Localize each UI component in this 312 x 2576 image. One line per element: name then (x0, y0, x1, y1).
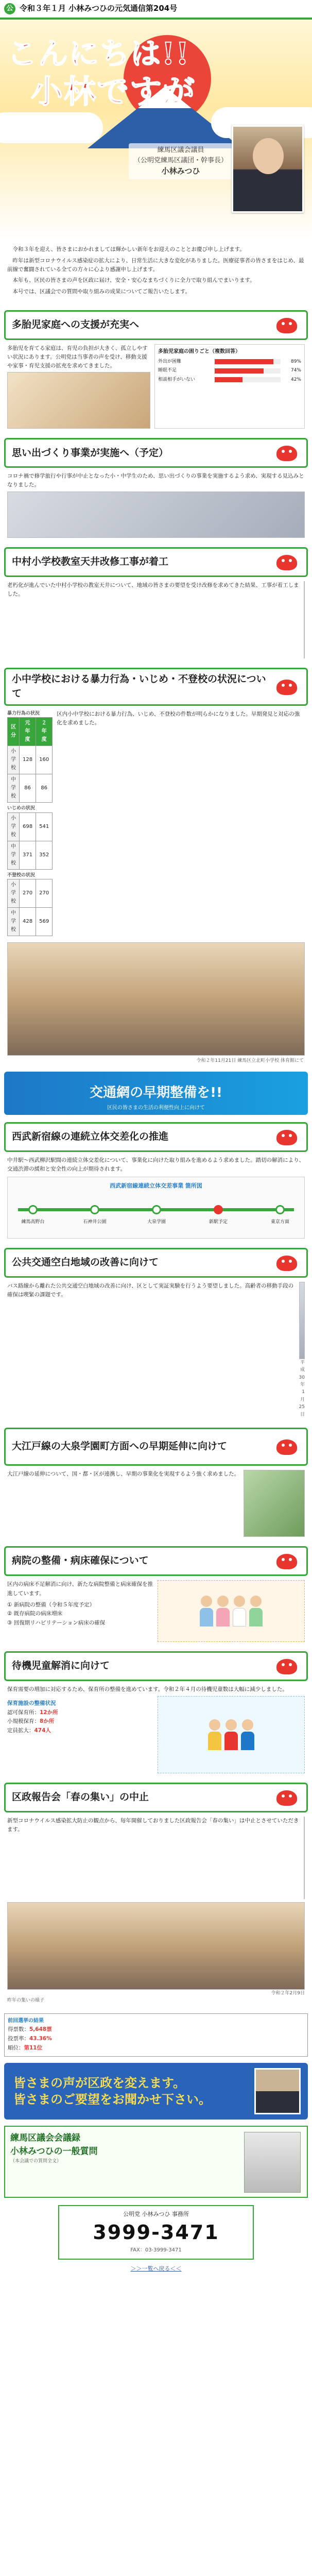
stat-line: 順位：第11位 (8, 2045, 43, 2052)
mascot-icon (273, 1127, 300, 1147)
section-title: 思い出づくり事業が実施へ（予定） (12, 447, 169, 459)
new-station-marker (214, 1205, 223, 1214)
back-to-list-link[interactable]: ＞＞一覧へ戻る＜＜ (130, 2265, 182, 2272)
mascot-icon (273, 1551, 300, 1571)
section-title: 小中学校における暴力行為・いじめ・不登校の状況について (12, 673, 266, 699)
table-cell: 698 (20, 812, 36, 841)
photo-caption: 昨年の集いの様子 (7, 1998, 45, 2004)
section-body (4, 1812, 308, 2009)
person-icon (216, 1596, 230, 1626)
chart-bar-track (215, 359, 281, 364)
section-memories (4, 438, 308, 542)
mascot-icon (273, 1656, 300, 1676)
greeting-line-1: こんにちは!! (7, 36, 190, 71)
photo-caption: 令和２年2月9日 (271, 1990, 305, 1996)
section-text: 保育需要の増加に対応するため、保育所の整備を進めています。令和２年４月の待機児童数は大幅に減少しました。 (7, 1686, 288, 1692)
section-results (4, 2013, 308, 2057)
mascot-icon (273, 552, 300, 572)
chart-bar-track (215, 368, 281, 374)
section-title: 待機児童解消に向けて (12, 1660, 110, 1672)
station-marker (152, 1205, 161, 1214)
table-header: ２年度 (36, 718, 53, 746)
section-header (4, 310, 308, 340)
table-header: 元年度 (20, 718, 36, 746)
table-header: 区分 (8, 718, 20, 746)
section-text: 新型コロナウイルス感染拡大防止の観点から、毎年開催しておりました区政報告会「春の集い」は中止とさせていただきます。 (7, 1817, 299, 1833)
table-cell: 小学校 (8, 746, 20, 774)
cloud-illustration (0, 112, 103, 143)
table-cell: 428 (20, 908, 36, 936)
person-icon (249, 1596, 263, 1626)
section-text: 区内小中学校における暴力行為、いじめ、不登校の件数が明らかになりました。早期発見と対応の強化を求めました。 (57, 710, 300, 726)
gymnasium-photo (7, 942, 305, 1056)
classroom-photo (304, 581, 305, 658)
section-body (4, 1681, 308, 1777)
section-title: 西武新宿線の連続立体交差化の推進 (12, 1131, 169, 1143)
table-cell: 小学校 (8, 879, 20, 908)
section-header (4, 1122, 308, 1152)
section-body (4, 706, 308, 940)
map-title: 西武新宿線連続立体交差事業 箇所図 (110, 1182, 202, 1189)
intro-paragraph: 本年も、区民の皆さまの声を区政に届け、安全・安心なまちづくりに全力で取り組んでまいります。 (12, 277, 255, 284)
table-cell: 86 (36, 774, 53, 803)
stat-line: 小規模保育：8か所 (7, 1718, 55, 1725)
section-body (4, 1576, 308, 1646)
person-icon (233, 1596, 246, 1626)
hero-banner (0, 18, 312, 239)
results-box (4, 2013, 308, 2057)
table-cell: 270 (36, 879, 53, 908)
chart-title: 多胎児家庭の困りごと（複数回答） (158, 348, 240, 354)
child-icon (224, 1719, 238, 1750)
minutes-document-image (244, 2132, 301, 2193)
section-spring-meeting (4, 1783, 308, 2009)
table-row (8, 774, 53, 803)
list-item: ③ 回復期リハビリテーション病床の確保 (7, 1620, 106, 1626)
section-body (4, 340, 308, 433)
station-name: 東京方面 (270, 1219, 289, 1225)
section-header (4, 1651, 308, 1681)
table-row (8, 879, 53, 908)
author-name: 小林みつひ (161, 166, 200, 176)
issue-title: 令和３年１月 小林みつひの元気通信第204号 (20, 4, 178, 13)
section-hospital (4, 1546, 308, 1646)
banner-title: 交通網の早期整備を!! (90, 1085, 222, 1101)
table-row (8, 746, 53, 774)
meeting-photo (304, 1817, 305, 1899)
table-cell: 270 (20, 879, 36, 908)
results-title: 前回選挙の結果 (8, 2018, 44, 2024)
table-title: 暴力行為の状況 (7, 710, 40, 716)
section-title: 公共交通空白地域の改善に向けて (12, 1257, 159, 1268)
chart-bar (215, 377, 242, 382)
table-row (8, 841, 53, 869)
contact-box (58, 2205, 254, 2260)
children-illustration (158, 1696, 305, 1773)
table-cell: 中学校 (8, 774, 20, 803)
voice-banner (4, 2063, 308, 2120)
chart-bar-label: 相談相手がいない (158, 377, 196, 382)
table-title: 不登校の状況 (7, 872, 36, 878)
event-photo (7, 492, 305, 538)
section-body (4, 577, 308, 663)
author-portrait-small (254, 2068, 301, 2114)
station-name: 石神井公園 (83, 1219, 107, 1225)
hospital-list (7, 1580, 153, 1642)
table-cell: 小学校 (8, 812, 20, 841)
contact-phone[interactable]: 3999-3471 (93, 2221, 219, 2244)
section-school-issues (4, 668, 308, 1064)
section-text: 大江戸線の延伸について、国・都・区が連携し、早期の事業化を実現するよう強く求めました。 (7, 1470, 240, 1477)
section-text: 中井駅〜西武柳沢駅間の連続立体交差化について、事業化に向けた取り組みを進めるよう求めました。踏切の解消により、交通渋滞の緩和と安全性の向上が期待されます。 (7, 1157, 305, 1172)
photo-caption: 平成30年1月25日 (299, 1360, 305, 1417)
station-marker (275, 1205, 285, 1214)
section-header (4, 1428, 308, 1466)
intro-paragraph: 本号では、区議会での質問や取り組みの成果についてご報告いたします。 (12, 289, 190, 295)
person-icon (200, 1596, 213, 1626)
banner-line-1: 皆さまの声が区政を変えます。 (13, 2075, 186, 2090)
chart-bar-track (215, 377, 281, 382)
section-body (4, 1152, 308, 1243)
stat-line: 定員拡大：474人 (7, 1727, 51, 1734)
section-header (4, 1546, 308, 1576)
author-portrait (232, 125, 304, 213)
station-marker (28, 1205, 38, 1214)
station-marker (90, 1205, 99, 1214)
stats-title: 保育施設の整備状況 (7, 1700, 56, 1706)
section-title: 病院の整備・病床確保について (12, 1555, 149, 1567)
family-photo (7, 372, 150, 429)
section-text: コロナ禍で修学旅行や行事が中止となった小・中学生のため、思い出づくりの事業を実施するよう求め、実現する見込みとなりました。 (7, 473, 304, 488)
station-name: 新駅予定 (209, 1219, 228, 1225)
chart-bar (215, 368, 264, 374)
report-title-2[interactable]: 小林みつひの一般質問 (10, 2146, 98, 2157)
child-icon (241, 1719, 254, 1750)
section-title: 中村小学校教室天井改修工事が着工 (12, 556, 169, 568)
medical-staff-illustration (158, 1580, 305, 1642)
intro-paragraph: 令和３年を迎え、皆さまにおかれましては輝かしい新年をお迎えのこととお慶び申し上げます。 (12, 246, 245, 252)
table-cell: 中学校 (8, 841, 20, 869)
photo-caption: 令和２年11月21日 練馬区立北町小学校 体育館にて (196, 1058, 304, 1064)
banner-line-2: 皆さまのご要望をお聞かせ下さい。 (13, 2092, 211, 2107)
station-name: 大泉学園 (147, 1219, 166, 1225)
section-text: 多胎児を育てる家庭は、育児の負担が大きく、孤立しやすい状況にあります。公明党は当事者の声を受け、移動支援や家事・育児支援の拡充を求めてきました。 (7, 345, 148, 369)
table-cell: 352 (36, 841, 53, 869)
station-name: 練馬高野台 (21, 1219, 45, 1225)
author-group: （公明党練馬区議団・幹事長） (134, 156, 228, 164)
contact-fax: FAX：03-3999-3471 (130, 2247, 182, 2253)
truancy-table (7, 879, 53, 936)
stat-line: 投票率：43.36% (8, 2036, 52, 2042)
chart-bar-value: 42% (290, 377, 301, 382)
speech-photo (299, 1282, 305, 1359)
chart-bars (158, 358, 301, 383)
section-title: 多胎児家庭への支援が充実へ (12, 319, 140, 331)
section-childcare (4, 1651, 308, 1777)
chart-bar (215, 359, 273, 364)
chart-bar-label: 外出が困難 (158, 359, 182, 364)
chart-bar-row (158, 367, 301, 374)
section-title: 区政報告会「春の集い」の中止 (12, 1791, 149, 1803)
section-header (4, 1783, 308, 1812)
stat-line: 認可保育所：12か所 (7, 1709, 58, 1716)
section-body (4, 1278, 308, 1422)
table-cell: 160 (36, 746, 53, 774)
section-text: バス路線から離れた公共交通空白地域の改善に向け、区として実証実験を行うよう要望しました。高齢者の移動手段の確保は喫緊の課題です。 (7, 1282, 294, 1298)
intro-text (0, 239, 312, 305)
table-cell: 569 (36, 908, 53, 936)
table-title: いじめの状況 (7, 806, 36, 811)
section-header (4, 668, 308, 706)
greeting-line-2: 小林ですが (31, 73, 196, 110)
author-role: 練馬区議会議員 (157, 146, 204, 154)
section-header (4, 438, 308, 468)
section-header (4, 1248, 308, 1278)
banner-subtitle: 区民の皆さまの生活の利便性向上に向けて (107, 1105, 205, 1111)
list-item: ① 新病院の整備（令和５年度予定） (7, 1601, 95, 1608)
table-cell: 371 (20, 841, 36, 869)
table-row (8, 908, 53, 936)
mascot-icon (273, 315, 300, 335)
section-oedo-line (4, 1428, 308, 1541)
section-body (4, 468, 308, 542)
mascot-icon (273, 676, 300, 697)
section-header (4, 547, 308, 577)
chart-bar-row (158, 376, 301, 383)
chart-bar-value: 74% (290, 368, 301, 374)
contact-org: 公明党 小林みつひ 事務所 (123, 2211, 189, 2218)
party-logo-icon: 公 (4, 3, 15, 14)
report-title-1[interactable]: 練馬区議会会議録 (10, 2133, 80, 2144)
chart-bar-label: 睡眠不足 (158, 368, 177, 374)
section-body (4, 1466, 308, 1541)
route-map (7, 1177, 305, 1239)
audience-photo (7, 1902, 305, 1990)
bullying-table (7, 812, 53, 870)
street-photo (244, 1470, 305, 1537)
chart-bar-value: 89% (290, 359, 301, 364)
author-signature (129, 143, 233, 179)
section-public-transport (4, 1248, 308, 1422)
violence-table (7, 717, 53, 803)
table-row (8, 812, 53, 841)
section-school-repair (4, 547, 308, 663)
section-text: 老朽化が進んでいた中村小学校の教室天井について、地域の皆さまの要望を受け改修を求めてきた結果、工事が着工しました。 (7, 582, 299, 597)
mascot-icon (273, 1252, 300, 1273)
mascot-icon (273, 1436, 300, 1457)
report-title-3: （本会議での質問全文） (10, 2159, 62, 2164)
support-chart (154, 344, 305, 429)
intro-paragraph: 昨年は新型コロナウイルス感染症の拡大により、日常生活に大きな変化がありました。医療従事者の皆さまをはじめ、最前線で奮闘されている全ての方々に心より感謝申し上げます。 (7, 257, 304, 273)
top-bar (0, 0, 312, 18)
section-multiple-birth-support (4, 310, 308, 433)
stat-line: 得票数：5,648票 (8, 2026, 52, 2033)
table-cell: 128 (20, 746, 36, 774)
traffic-banner (4, 1072, 308, 1115)
chart-bar-row (158, 358, 301, 365)
table-cell: 中学校 (8, 908, 20, 936)
mascot-icon (273, 1787, 300, 1808)
mascot-icon (273, 443, 300, 463)
childcare-stats (7, 1696, 153, 1773)
list-item: ② 既存病院の病床増床 (7, 1611, 63, 1617)
table-cell: 541 (36, 812, 53, 841)
child-icon (208, 1719, 221, 1750)
section-text: 区内の病床不足解消に向け、新たな病院整備と病床確保を推進しています。 (7, 1581, 153, 1597)
section-title: 大江戸線の大泉学園町方面への早期延伸に向けて (12, 1440, 228, 1452)
minutes-link-box[interactable] (4, 2126, 308, 2198)
table-cell: 86 (20, 774, 36, 803)
section-seibu-line (4, 1122, 308, 1243)
